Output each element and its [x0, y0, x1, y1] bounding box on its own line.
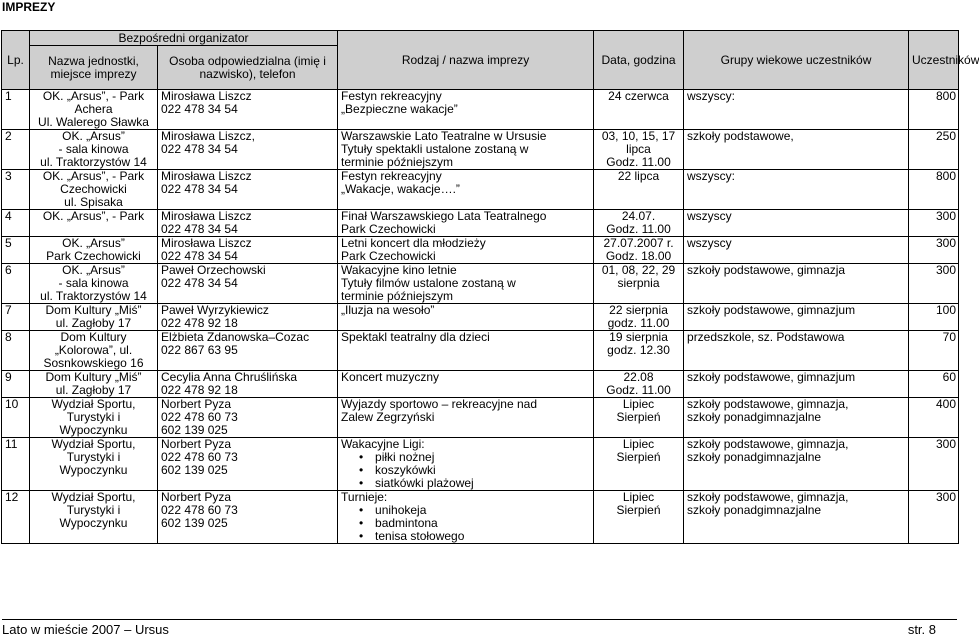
table-row [2, 438, 959, 491]
header-name: Nazwa jednostki, miejsce imprezy [30, 46, 158, 90]
cell-line: terminie późniejszym [341, 289, 454, 303]
cell-line: Spektakl teatralny dla dzieci [341, 330, 490, 344]
cell-line: Godz. 11.00 [606, 222, 671, 236]
cell-line: Dom Kultury „Miś” [45, 370, 142, 384]
cell-line: Koncert muzyczny [341, 370, 440, 384]
footer-left: Lato w mieście 2007 – Ursus [2, 622, 169, 637]
row-number: 7 [2, 304, 30, 331]
cell-line: OK. „Arsus”, - Park [42, 89, 145, 103]
list-item: • tenisa stołowego [359, 530, 590, 543]
table-row [2, 210, 959, 237]
cell-line: szkoły podstawowe, gimnazja, [687, 490, 849, 504]
cell-line: Letni koncert dla młodzieży [341, 236, 486, 250]
event-title: Wakacyjne Ligi: [341, 437, 425, 451]
date-cell [594, 237, 684, 264]
cell-line: Sierpień [616, 450, 661, 464]
cell-line: Godz. 18.00 [605, 249, 672, 263]
event-cell [338, 304, 594, 331]
cell-line: Mirosława Liszcz [161, 236, 252, 250]
cell-line: Wyjazdy sportowo – rekreacyjne nad [341, 397, 537, 411]
cell-line: 602 139 025 [161, 463, 228, 477]
cell-line: 22 lipca [617, 169, 660, 183]
venue-cell [30, 371, 158, 398]
cell-line: ul. Traktorzystów 14 [40, 289, 147, 303]
cell-line: Sierpień [616, 410, 661, 424]
cell-line: Norbert Pyza [161, 397, 232, 411]
events-table [1, 30, 979, 544]
age-group-cell [684, 210, 909, 237]
table-row [2, 371, 959, 398]
page-title: IMPREZY [2, 0, 56, 14]
cell-line: szkoły podstawowe, gimnazjum [687, 370, 856, 384]
date-cell [594, 130, 684, 170]
cell-line: lipca [626, 142, 651, 156]
cell-line: ul. Zagłoby 17 [55, 316, 132, 330]
cell-line: „Bezpieczne wakacje” [341, 102, 458, 116]
participants-count: 60 [909, 371, 959, 398]
participants-count: 300 [909, 264, 959, 304]
organizer-cell [158, 438, 338, 491]
row-number: 2 [2, 130, 30, 170]
cell-line: godz. 11.00 [607, 316, 670, 330]
cell-line: Ul. Walerego Sławka [38, 115, 149, 129]
cell-line: Cecylia Anna Chruślińska [161, 370, 298, 384]
cell-line: 022 478 92 18 [161, 383, 238, 397]
cell-line: Wypoczynku [59, 463, 128, 477]
date-cell [594, 170, 684, 210]
event-list [341, 504, 590, 543]
cell-line: Tytuły spektakli ustalone zostaną w [341, 142, 529, 156]
cell-line: Paweł Orzechowski [161, 263, 266, 277]
header-groups: Grupy wiekowe uczestników [684, 31, 909, 90]
list-item: • unihokeja [359, 504, 590, 517]
cell-line: Mirosława Liszcz [161, 89, 252, 103]
cell-line: Zalew Zegrzyński [341, 410, 435, 424]
date-cell [594, 90, 684, 130]
venue-cell [30, 331, 158, 371]
cell-line: Tytuły filmów ustalone zostaną w [341, 276, 516, 290]
cell-line: 022 867 63 95 [161, 343, 238, 357]
cell-line: ul. Spisaka [64, 195, 123, 209]
cell-line: Norbert Pyza [161, 490, 232, 504]
table-row [2, 264, 959, 304]
cell-line: 602 139 025 [161, 423, 228, 437]
date-cell [594, 438, 684, 491]
cell-line: Mirosława Liszcz, [161, 129, 256, 143]
cell-line: szkoły podstawowe, gimnazja, [687, 397, 849, 411]
cell-line: Turystyki i [66, 450, 121, 464]
cell-line: Wypoczynku [59, 516, 128, 530]
cell-line: Turystyki i [66, 410, 121, 424]
age-group-cell [684, 90, 909, 130]
row-number: 5 [2, 237, 30, 264]
table-row [2, 304, 959, 331]
cell-line: Dom Kultury [60, 330, 127, 344]
cell-line: 022 478 34 54 [161, 249, 238, 263]
participants-count: 300 [909, 491, 959, 544]
header-lp: Lp. [2, 31, 30, 90]
list-item: • badmintona [359, 517, 590, 530]
cell-line: Finał Warszawskiego Lata Teatralnego [341, 209, 547, 223]
age-group-cell [684, 331, 909, 371]
cell-line: szkoły ponadgimnazjalne [687, 503, 822, 517]
cell-line: OK. „Arsus” [62, 236, 125, 250]
cell-line: - sala kinowa [58, 142, 129, 156]
cell-line: Lipiec [622, 437, 655, 451]
page-number: str. 8 [907, 622, 936, 637]
organizer-cell [158, 304, 338, 331]
cell-line: OK. „Arsus”, - Park [42, 209, 145, 223]
cell-line: wszyscy: [687, 89, 736, 103]
list-item: • koszykówki [359, 464, 590, 477]
cell-line: Wakacyjne kino letnie [341, 263, 457, 277]
cell-line: - sala kinowa [58, 276, 129, 290]
cell-line: szkoły podstawowe, [687, 129, 794, 143]
date-cell [594, 304, 684, 331]
cell-line: wszyscy: [687, 169, 736, 183]
date-cell [594, 398, 684, 438]
cell-line: Park Czechowicki [341, 222, 436, 236]
age-group-cell [684, 130, 909, 170]
participants-count: 300 [909, 438, 959, 491]
cell-line: Mirosława Liszcz [161, 169, 252, 183]
cell-line: OK. „Arsus” [62, 129, 125, 143]
cell-line: szkoły podstawowe, gimnazja [687, 263, 846, 277]
cell-line: Lipiec [622, 490, 655, 504]
participants-count: 250 [909, 130, 959, 170]
event-cell [338, 491, 594, 544]
cell-line: Wydział Sportu, [51, 437, 136, 451]
list-item: • siatkówki plażowej [359, 477, 590, 490]
cell-line: szkoły podstawowe, gimnazja, [687, 437, 849, 451]
header-participants: Uczestników [909, 31, 959, 90]
participants-count: 100 [909, 304, 959, 331]
event-cell [338, 264, 594, 304]
row-number: 9 [2, 371, 30, 398]
cell-line: 022 478 60 73 [161, 410, 238, 424]
cell-line: 022 478 34 54 [161, 182, 238, 196]
cell-line: „Wakacje, wakacje….” [341, 182, 460, 196]
venue-cell [30, 304, 158, 331]
date-cell [594, 210, 684, 237]
venue-cell [30, 130, 158, 170]
age-group-cell [684, 170, 909, 210]
cell-line: szkoły ponadgimnazjalne [687, 410, 822, 424]
cell-line: Park Czechowicki [46, 249, 141, 263]
cell-line: 01, 08, 22, 29 [601, 263, 676, 277]
cell-line: Wydział Sportu, [51, 490, 136, 504]
organizer-cell [158, 331, 338, 371]
organizer-cell [158, 170, 338, 210]
cell-line: przedszkole, sz. Podstawowa [687, 330, 845, 344]
cell-line: Warszawskie Lato Teatralne w Ursusie [341, 129, 547, 143]
cell-line: Achera [74, 102, 113, 116]
age-group-cell [684, 237, 909, 264]
cell-line: ul. Traktorzystów 14 [40, 155, 147, 169]
participants-count: 300 [909, 210, 959, 237]
cell-line: OK. „Arsus”, - Park [42, 169, 145, 183]
cell-line: szkoły ponadgimnazjalne [687, 450, 822, 464]
participants-count: 800 [909, 170, 959, 210]
header-date: Data, godzina [594, 31, 684, 90]
age-group-cell [684, 398, 909, 438]
age-group-cell [684, 371, 909, 398]
date-cell [594, 331, 684, 371]
table-row [2, 331, 959, 371]
cell-line: 24 czerwca [608, 89, 669, 103]
organizer-cell [158, 264, 338, 304]
cell-line: 022 478 34 54 [161, 222, 238, 236]
table-row [2, 398, 959, 438]
cell-line: 022 478 60 73 [161, 450, 238, 464]
cell-line: wszyscy [687, 236, 732, 250]
participants-count: 70 [909, 331, 959, 371]
organizer-cell [158, 210, 338, 237]
header-organizer-group: Bezpośredni organizator [30, 31, 338, 46]
cell-line: Mirosława Liszcz [161, 209, 252, 223]
cell-line: Paweł Wyrzykiewicz [161, 303, 269, 317]
cell-line: Turystyki i [66, 503, 121, 517]
cell-line: 602 139 025 [161, 516, 228, 530]
cell-line: 022 478 60 73 [161, 503, 238, 517]
event-cell [338, 130, 594, 170]
row-number: 6 [2, 264, 30, 304]
organizer-cell [158, 130, 338, 170]
venue-cell [30, 237, 158, 264]
cell-line: sierpnia [617, 276, 660, 290]
date-cell [594, 491, 684, 544]
cell-line: Czechowicki [60, 182, 127, 196]
cell-line: Godz. 11.00 [606, 155, 671, 169]
event-cell [338, 170, 594, 210]
cell-line: 03, 10, 15, 17 [601, 129, 676, 143]
cell-line: 022 478 34 54 [161, 142, 238, 156]
cell-line: godz. 12.30 [607, 343, 670, 357]
row-number: 10 [2, 398, 30, 438]
row-number: 1 [2, 90, 30, 130]
cell-line: „Kolorowa”, ul. [54, 343, 133, 357]
header-responsible: Osoba odpowiedzialna (imię i nazwisko), telefon [158, 46, 338, 90]
cell-line: 19 sierpnia [609, 330, 668, 344]
cell-line: 27.07.2007 r. [603, 236, 674, 250]
table-row [2, 170, 959, 210]
cell-line: Wydział Sportu, [51, 397, 136, 411]
cell-line: 24.07. [621, 209, 656, 223]
cell-line: „Iluzja na wesoło” [341, 303, 435, 317]
cell-line: Sosnkowskiego 16 [43, 356, 144, 370]
footer-divider [2, 619, 957, 620]
venue-cell [30, 90, 158, 130]
cell-line: Elżbieta Zdanowska–Cozac [161, 330, 310, 344]
table-row [2, 237, 959, 264]
event-cell [338, 331, 594, 371]
cell-line: szkoły podstawowe, gimnazjum [687, 303, 856, 317]
event-cell [338, 237, 594, 264]
cell-line: Norbert Pyza [161, 437, 232, 451]
organizer-cell [158, 90, 338, 130]
date-cell [594, 264, 684, 304]
participants-count: 400 [909, 398, 959, 438]
venue-cell [30, 170, 158, 210]
table-body [2, 90, 959, 544]
cell-line: Godz. 11.00 [606, 383, 671, 397]
venue-cell [30, 210, 158, 237]
cell-line: Park Czechowicki [341, 249, 436, 263]
list-item: • piłki nożnej [359, 451, 590, 464]
cell-line: 22 sierpnia [609, 303, 668, 317]
row-number: 4 [2, 210, 30, 237]
date-cell [594, 371, 684, 398]
venue-cell [30, 438, 158, 491]
cell-line: 22.08 [623, 370, 654, 384]
cell-line: Lipiec [622, 397, 655, 411]
table-row [2, 130, 959, 170]
row-number: 11 [2, 438, 30, 491]
organizer-cell [158, 398, 338, 438]
row-number: 8 [2, 331, 30, 371]
venue-cell [30, 491, 158, 544]
venue-cell [30, 264, 158, 304]
age-group-cell [684, 304, 909, 331]
event-cell [338, 398, 594, 438]
row-number: 3 [2, 170, 30, 210]
cell-line: Festyn rekreacyjny [341, 169, 442, 183]
event-cell [338, 90, 594, 130]
cell-line: terminie późniejszym [341, 155, 454, 169]
event-cell [338, 210, 594, 237]
age-group-cell [684, 438, 909, 491]
participants-count: 800 [909, 90, 959, 130]
cell-line: wszyscy [687, 209, 732, 223]
cell-line: Sierpień [616, 503, 661, 517]
table-row [2, 90, 959, 130]
age-group-cell [684, 264, 909, 304]
event-title: Turnieje: [341, 490, 388, 504]
cell-line: Wypoczynku [59, 423, 128, 437]
cell-line: Dom Kultury „Miś” [45, 303, 142, 317]
event-cell [338, 371, 594, 398]
venue-cell [30, 398, 158, 438]
organizer-cell [158, 371, 338, 398]
cell-line: Festyn rekreacyjny [341, 89, 442, 103]
cell-line: ul. Zagłoby 17 [55, 383, 132, 397]
table-row [2, 491, 959, 544]
age-group-cell [684, 491, 909, 544]
participants-count: 300 [909, 237, 959, 264]
cell-line: 022 478 92 18 [161, 316, 238, 330]
cell-line: 022 478 34 54 [161, 102, 238, 116]
organizer-cell [158, 237, 338, 264]
organizer-cell [158, 491, 338, 544]
cell-line: OK. „Arsus” [62, 263, 125, 277]
cell-line: 022 478 34 54 [161, 276, 238, 290]
row-number: 12 [2, 491, 30, 544]
event-list [341, 451, 590, 490]
header-event: Rodzaj / nazwa imprezy [338, 31, 594, 90]
event-cell [338, 438, 594, 491]
